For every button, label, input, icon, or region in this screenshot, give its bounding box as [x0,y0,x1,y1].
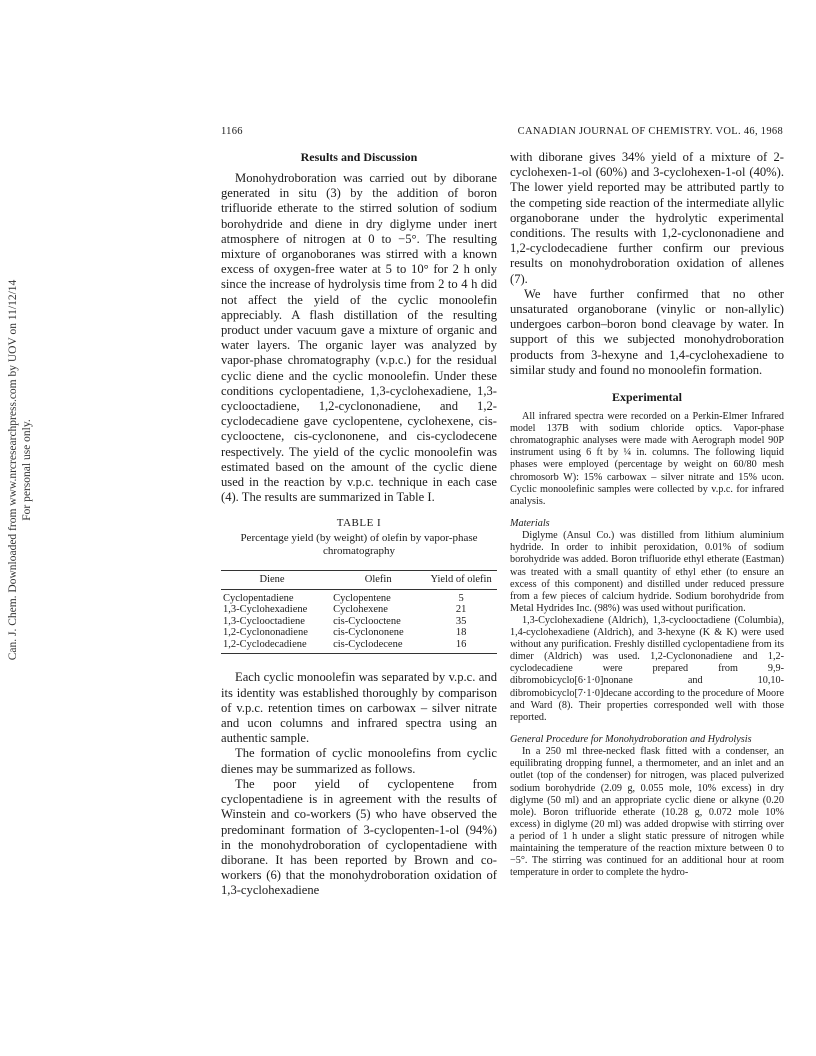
cell-olefin: Cyclohexene [333,604,388,616]
left-column [221,150,497,899]
cell-diene: 1,2-Cyclodecadiene [221,639,323,654]
table-row [221,589,497,604]
results-paragraph-2: Each cyclic monoolefin was separated by v.p.c. and its identity was established thoroughly by comparison of v.p.c. retention times on carbowax – silver nitrate and ucon columns and infrared spectra using an authentic sample. [221,670,497,746]
header-yield: Yield of olefin [425,571,497,590]
table-row [221,604,497,616]
cell-yield: 21 [455,604,467,616]
materials-paragraph-2: 1,3-Cyclohexadiene (Aldrich), 1,3-cyclooctadiene (Columbia), 1,4-cyclohexadiene (Aldrich), and 3-hexyne (K & K) were used without any purification. Freshly distilled cyclopentadiene from its dimer (Aldrich) was used. 1,2-Cyclononadiene and 1,2-cyclodecadiene were prepared from 9,9-dibromobicyclo[6·1·0]nonane and 10,10-dibromobicyclo[7·1·0]decane according to the procedure of Moore and Ward (8). Their properties corresponded well with those reported. [510,614,784,723]
table-row [221,639,497,654]
download-watermark [0,0,40,1056]
cell-yield: 35 [455,615,467,627]
yield-table [221,570,497,654]
procedure-heading: General Procedure for Monohydroboration and Hydrolysis [510,733,752,745]
results-paragraph-3: The formation of cyclic monoolefins from cyclic dienes may be summarized as follows. [221,746,497,776]
materials-heading: Materials [510,517,550,529]
journal-title: CANADIAN JOURNAL OF CHEMISTRY. VOL. 46, 1968 [517,126,783,137]
cell-diene: 1,3-Cyclooctadiene [223,615,305,627]
experimental-intro: All infrared spectra were recorded on a Perkin-Elmer Infrared model 137B with sodium chloride optics. Vapor-phase chromatographic analyses were made with Aerograph model 90P instrument using 6 ft by ¼ in. columns. The following liquid phases were employed (percentage by weight on 60/80 mesh chromosorb W): 15% carbowax – silver nitrate and 15% ucon. Cyclic monoolefinic samples were collected by v.p.c. for infrared analysis. [510,411,784,507]
cell-diene: Cyclopentadiene [223,592,294,604]
cell-olefin: cis-Cyclodecene [323,639,425,654]
cell-olefin: cis-Cyclononene [333,627,404,639]
cell-yield: 5 [458,592,464,604]
table-row [221,627,497,639]
experimental-heading: Experimental [612,390,682,405]
right-column [510,150,784,879]
header-diene: Diene [221,571,323,590]
cell-diene: 1,2-Cyclononadiene [223,627,308,639]
cell-yield: 18 [455,627,467,639]
cell-olefin: cis-Cyclooctene [333,615,401,627]
results-paragraph-4: The poor yield of cyclopentene from cyclopentadiene is in agreement with the results of Winstein and co-workers (5) who have observed the predominant formation of 3-cyclopenten-1-ol (94%) in the monohydroboration of cyclopentadiene with diborane. It has been reported by Brown and co-workers (6) that the monohydroboration oxidation of 1,3-cyclohexadiene [221,776,497,898]
watermark-line-1: Can. J. Chem. Downloaded from www.nrcresearchpress.com by UOV on 11/12/14 [7,279,19,661]
cell-diene: 1,3-Cyclohexadiene [223,604,308,616]
table-title: TABLE I [336,517,382,530]
header-olefin: Olefin [323,571,425,590]
table-description: Percentage yield (by weight) of olefin by vapor-phase chromatography [240,532,478,558]
results-paragraph-1: Monohydroboration was carried out by diborane generated in situ (3) by the addition of boron trifluoride etherate to the stirred solution of sodium borohydride and diene in dry diglyme under inert atmosphere of nitrogen at 0 to −5°. The resulting mixture of organoboranes was stirred with a known excess of oxygen-free water at 5 to 10° for 2 h only since the increase of hydrolysis time from 2 to 4 h did not affect the yield of the cyclic monoolefin appreciably. A flash distillation of the resulting product under vacuum gave a mixture of organic and water layers. The organic layer was analyzed by vapor-phase chromatography (v.p.c.) for the residual cyclic diene and the cyclic monoolefin. Under these conditions cyclopentadiene, 1,3-cyclohexadiene, 1,3-cyclooctadiene, 1,2-cyclononadiene, and 1,2-cyclodecadiene gave cyclopentene, cyclohexene, cis-cyclooctene, cis-cyclononene, and cis-cyclodecene respectively. The yield of the cyclic monoolefin was estimated based on the amount of the cyclic diene used in the reaction by v.p.c. technique in each case (4). The results are summarized in Table I. [221,171,497,505]
table-caption [221,517,497,558]
cell-olefin: Cyclopentene [333,592,391,604]
table-row [221,616,497,628]
results-paragraph-5: with diborane gives 34% yield of a mixture of 2-cyclohexen-1-ol (60%) and 3-cyclohexen-1-ol (40%). The lower yield reported may be attributed partly to the competing side reaction of the intermediate allylic organoborane under the hydrolytic experimental conditions. The results with 1,2-cyclononadiene and 1,2-cyclodecadiene further confirm our previous results on monohydroboration oxidation of allenes (7). [510,150,784,286]
cell-yield: 16 [425,639,497,654]
procedure-paragraph-1: In a 250 ml three-necked flask fitted with a condenser, an equilibrating dropping funnel, a thermometer, and an inlet and an outlet (top of the condenser) for nitrogen, was placed pulverized sodium borohydride (2.09 g, 0.055 mole, 10% excess) in dry diglyme (50 ml) and an appropriate cyclic diene or alkyne (0.20 mole). Boron trifluoride etherate (10.28 g, 0.072 mole 10% excess) in diglyme (20 ml) was added dropwise with stirring over a period of 1 h under a slight static pressure of nitrogen while maintaining the temperature of the reaction mixture between 0 to −5°. The stirring was continued for an additional hour at room temperature in order to complete the hydro- [510,746,784,879]
materials-paragraph-1: Diglyme (Ansul Co.) was distilled from lithium aluminium hydride. In order to inhibit peroxidation, 0.01% of sodium borohydride was added. Boron trifluoride ethyl etherate (Eastman) was treated with a small quantity of ethyl ether (to ensure an excess of this component) and distilled under reduced pressure from a few pieces of calcium hydride. Sodium borohydride from Metal Hydrides Inc. (98%) was used without purification. [510,530,784,614]
results-heading: Results and Discussion [300,150,418,164]
page-number: 1166 [221,126,243,137]
results-paragraph-6: We have further confirmed that no other unsaturated organoborane (vinylic or non-allylic) undergoes carbon–boron bond cleavage by water. In support of this we subjected monohydroboration products from 3-hexyne and 1,4-cyclohexadiene to similar study and found no monoolefin formation. [510,286,784,377]
watermark-line-2: For personal use only. [21,419,33,521]
